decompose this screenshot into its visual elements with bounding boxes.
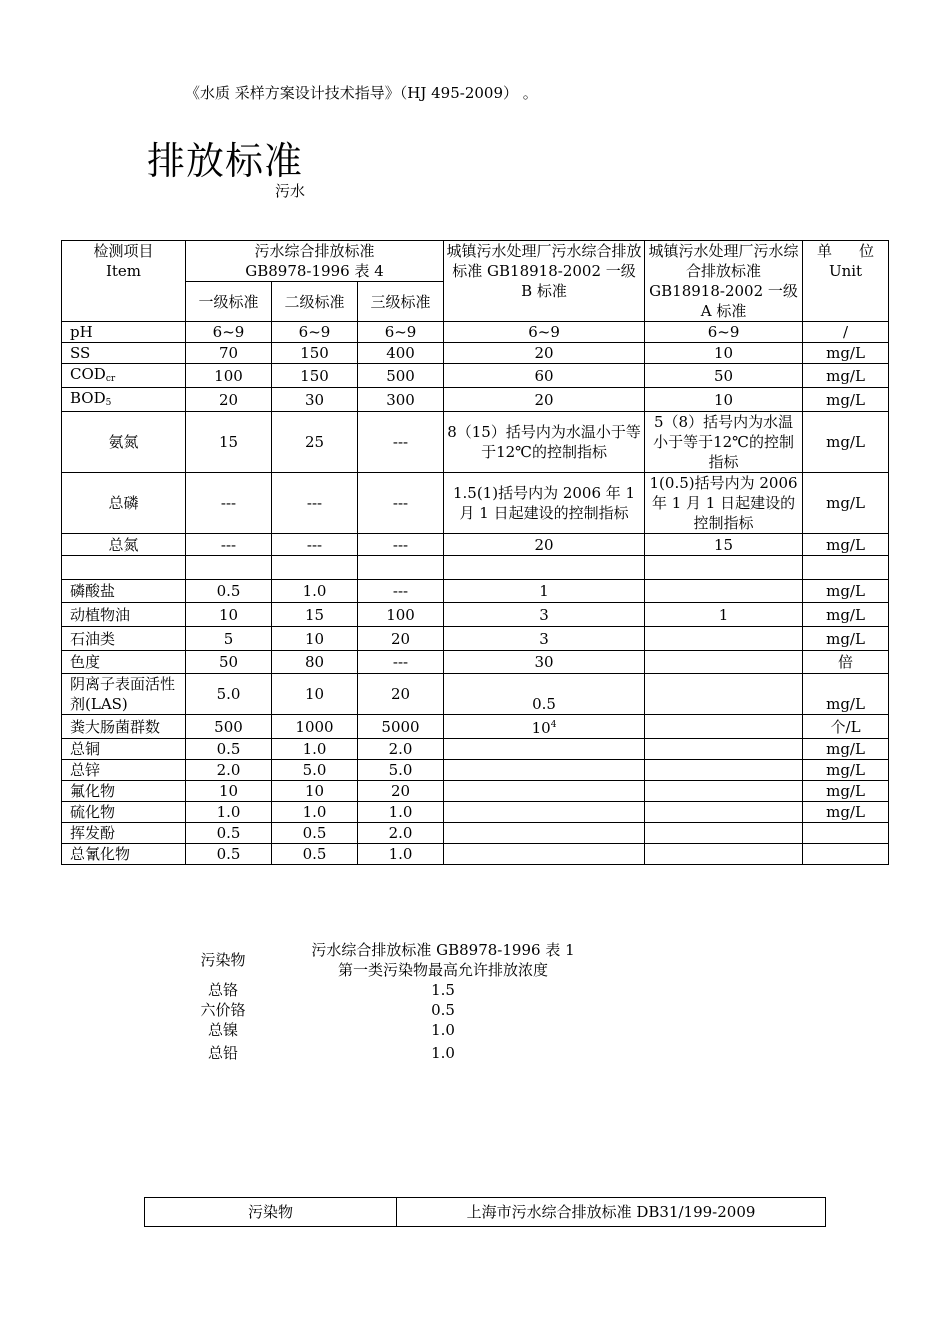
cell-g3: 2.0 — [358, 823, 444, 844]
class1-pollutants-table — [175, 940, 615, 1063]
cell-g2: 10 — [272, 627, 358, 651]
cell-g3: 20 — [358, 781, 444, 802]
table-row — [62, 412, 889, 473]
header-gb18918-a: 城镇污水处理厂污水综合排放标准 GB18918-2002 一级 A 标准 — [645, 241, 803, 322]
cell-a — [645, 781, 803, 802]
cell-unit: mg/L — [803, 343, 889, 364]
item-subscript: 5 — [105, 398, 112, 408]
cell-unit: mg/L — [803, 627, 889, 651]
cell-a — [645, 823, 803, 844]
cell-item — [62, 343, 186, 364]
cell-a — [645, 844, 803, 865]
cell-g3: --- — [358, 580, 444, 603]
cell-a: 50 — [645, 364, 803, 388]
cell-b — [444, 802, 645, 823]
cell-unit: 倍 — [803, 651, 889, 674]
item-label: 总氮 — [108, 535, 139, 554]
cell-g2: --- — [272, 473, 358, 534]
cell-unit: mg/L — [803, 473, 889, 534]
cell-g2: 15 — [272, 603, 358, 627]
header-gb8978-line1: 污水综合排放标准 — [254, 242, 375, 260]
cell-b: 3 — [444, 603, 645, 627]
cell-pollutant: 总铅 — [207, 1044, 238, 1062]
cell-g3: 6~9 — [358, 322, 444, 343]
cell-g3: --- — [358, 412, 444, 473]
cell-b: 60 — [444, 364, 645, 388]
header-gb18918-b: 城镇污水处理厂污水综合排放标准 GB18918-2002 一级 B 标准 — [444, 241, 645, 322]
item-label: BOD — [70, 389, 106, 407]
cell-a — [645, 739, 803, 760]
cell-g2: 10 — [272, 674, 358, 715]
cell-item — [62, 844, 186, 865]
cell-g1: 50 — [186, 651, 272, 674]
item-label: 粪大肠菌群数 — [70, 717, 161, 736]
cell-a: 15 — [645, 534, 803, 556]
cell-g1: 0.5 — [186, 580, 272, 603]
cell-item — [62, 674, 186, 715]
table-row — [62, 473, 889, 534]
cell-g1 — [186, 556, 272, 580]
cell-b: 20 — [444, 534, 645, 556]
cell-g2: 6~9 — [272, 322, 358, 343]
cell-g3: 500 — [358, 364, 444, 388]
cell-g2: 0.5 — [272, 844, 358, 865]
cell-b: 0.5 — [444, 674, 645, 715]
cell-unit: mg/L — [803, 674, 889, 715]
cell-g1: 5 — [186, 627, 272, 651]
cell-pollutant: 总铬 — [207, 981, 238, 999]
cell-item — [62, 322, 186, 343]
cell-g3: 1.0 — [358, 802, 444, 823]
table-row — [62, 781, 889, 802]
cell-a: 5（8）括号内为水温小于等于12℃的控制指标 — [645, 412, 803, 473]
cell-item — [62, 603, 186, 627]
shanghai-standard-table — [144, 1197, 826, 1227]
local-col1: 污染物 — [145, 1198, 397, 1227]
cell-g1: 15 — [186, 412, 272, 473]
cell-g3: --- — [358, 651, 444, 674]
cell-a — [645, 715, 803, 739]
item-label: 阴离子表面活性剂(LAS) — [70, 675, 176, 713]
cell-g1: 10 — [186, 603, 272, 627]
cell-b: 3 — [444, 627, 645, 651]
cell-item — [62, 823, 186, 844]
header-unit — [803, 241, 889, 322]
cell-a: 10 — [645, 388, 803, 412]
cell-unit: mg/L — [803, 388, 889, 412]
cell-g1: --- — [186, 473, 272, 534]
cell-g3: --- — [358, 473, 444, 534]
cell-item — [62, 627, 186, 651]
cell-b — [444, 760, 645, 781]
item-label: pH — [70, 323, 93, 341]
cell-b: 20 — [444, 388, 645, 412]
cell-g3: 5000 — [358, 715, 444, 739]
header-item-cn: 检测项目 — [93, 242, 154, 260]
item-label: 总氰化物 — [70, 845, 131, 863]
value-exponent: 4 — [550, 720, 557, 730]
table-row — [62, 844, 889, 865]
cell-g3: 300 — [358, 388, 444, 412]
cell-g3: 20 — [358, 627, 444, 651]
header-unit-cn-a: 单 — [817, 242, 833, 260]
cell-unit: mg/L — [803, 802, 889, 823]
cell-g3: 400 — [358, 343, 444, 364]
local-col2: 上海市污水综合排放标准 DB31/199-2009 — [397, 1198, 826, 1227]
class1-col2-header-line1: 污水综合排放标准 GB8978-1996 表 1 — [311, 941, 575, 959]
cell-g3 — [358, 556, 444, 580]
cell-item — [62, 473, 186, 534]
cell-g2: 1.0 — [272, 580, 358, 603]
table-row — [62, 343, 889, 364]
cell-item — [62, 388, 186, 412]
class1-col1-header: 污染物 — [200, 951, 246, 969]
cell-g3: 20 — [358, 674, 444, 715]
cell-b — [444, 781, 645, 802]
cell-a: 1 — [645, 603, 803, 627]
header-item — [62, 241, 186, 322]
reference-line: 《水质 采样方案设计技术指导》（HJ 495-2009） 。 — [185, 84, 538, 102]
cell-b — [444, 715, 645, 739]
header-grade3: 三级标准 — [358, 282, 444, 322]
item-label: 氟化物 — [70, 782, 116, 800]
cell-g2: 150 — [272, 343, 358, 364]
table-row — [62, 534, 889, 556]
cell-g1: 0.5 — [186, 823, 272, 844]
table-row — [62, 556, 889, 580]
cell-g1: 500 — [186, 715, 272, 739]
cell-g2: 0.5 — [272, 823, 358, 844]
item-label: COD — [70, 365, 106, 383]
cell-item — [62, 651, 186, 674]
cell-g2: 80 — [272, 651, 358, 674]
cell-item — [62, 715, 186, 739]
item-label: 总锌 — [70, 761, 101, 779]
table-row — [62, 322, 889, 343]
class1-col2-header — [271, 940, 615, 980]
header-unit-en: Unit — [828, 262, 863, 280]
sub-title: 污水 — [275, 182, 306, 200]
header-gb8978 — [186, 241, 444, 282]
cell-g3: 100 — [358, 603, 444, 627]
cell-value: 1.0 — [431, 1044, 455, 1062]
cell-g2: 25 — [272, 412, 358, 473]
cell-item — [62, 580, 186, 603]
header-grade1: 一级标准 — [186, 282, 272, 322]
cell-g2: 5.0 — [272, 760, 358, 781]
cell-pollutant: 六价铬 — [200, 1001, 246, 1019]
cell-a — [645, 556, 803, 580]
cell-g2: 10 — [272, 781, 358, 802]
cell-b: 1.5(1)括号内为 2006 年 1 月 1 日起建设的控制指标 — [444, 473, 645, 534]
table-row — [62, 388, 889, 412]
table-row — [175, 1020, 615, 1040]
cell-unit: 个/L — [803, 715, 889, 739]
cell-b: 8（15）括号内为水温小于等于12℃的控制指标 — [444, 412, 645, 473]
cell-unit: mg/L — [803, 781, 889, 802]
cell-b: 30 — [444, 651, 645, 674]
item-label: 总铜 — [70, 740, 101, 758]
table-row — [62, 364, 889, 388]
header-gb8978-line2: GB8978-1996 表 4 — [245, 262, 384, 280]
cell-value: 1.5 — [431, 981, 455, 999]
cell-b: 1 — [444, 580, 645, 603]
cell-a — [645, 760, 803, 781]
cell-pollutant: 总镍 — [207, 1021, 238, 1039]
table-row — [62, 739, 889, 760]
section-title: 排放标准 — [147, 139, 304, 183]
cell-item — [62, 364, 186, 388]
cell-g3: 5.0 — [358, 760, 444, 781]
cell-g2: 30 — [272, 388, 358, 412]
table-row — [175, 1040, 615, 1063]
cell-unit: mg/L — [803, 760, 889, 781]
cell-g1: 10 — [186, 781, 272, 802]
cell-g2: 1.0 — [272, 739, 358, 760]
cell-a: 6~9 — [645, 322, 803, 343]
cell-g3: --- — [358, 534, 444, 556]
table-row — [62, 580, 889, 603]
cell-a — [645, 674, 803, 715]
emission-standards-table — [61, 240, 889, 865]
table-row — [62, 651, 889, 674]
cell-g2: 1000 — [272, 715, 358, 739]
cell-unit — [803, 844, 889, 865]
item-label: 硫化物 — [70, 803, 116, 821]
item-label: 挥发酚 — [70, 824, 116, 842]
table-row — [62, 802, 889, 823]
cell-g3: 1.0 — [358, 844, 444, 865]
cell-unit: mg/L — [803, 534, 889, 556]
cell-a: 1(0.5)括号内为 2006 年 1 月 1 日起建设的控制指标 — [645, 473, 803, 534]
item-label: SS — [70, 344, 91, 362]
cell-g2: 150 — [272, 364, 358, 388]
cell-g1: 5.0 — [186, 674, 272, 715]
cell-item — [62, 802, 186, 823]
table-row — [62, 823, 889, 844]
cell-b: 20 — [444, 343, 645, 364]
cell-value: 1.0 — [431, 1021, 455, 1039]
header-unit-cn-b: 位 — [859, 242, 875, 260]
cell-g2 — [272, 556, 358, 580]
cell-unit: mg/L — [803, 580, 889, 603]
value-base: 10 — [531, 719, 551, 737]
header-grade2: 二级标准 — [272, 282, 358, 322]
table-row — [62, 760, 889, 781]
cell-g1: 100 — [186, 364, 272, 388]
table-row — [62, 674, 889, 715]
cell-unit: mg/L — [803, 603, 889, 627]
cell-b — [444, 556, 645, 580]
cell-item — [62, 739, 186, 760]
item-label: 总磷 — [108, 494, 139, 512]
cell-unit: mg/L — [803, 739, 889, 760]
item-label: 石油类 — [70, 629, 116, 648]
cell-g2: --- — [272, 534, 358, 556]
cell-g1: 20 — [186, 388, 272, 412]
cell-g1: 1.0 — [186, 802, 272, 823]
item-label: 磷酸盐 — [70, 582, 116, 600]
item-label: 氨氮 — [108, 433, 139, 451]
cell-item — [62, 760, 186, 781]
cell-g1: 0.5 — [186, 844, 272, 865]
cell-a — [645, 651, 803, 674]
item-subscript: cr — [105, 374, 116, 384]
cell-g3: 2.0 — [358, 739, 444, 760]
cell-value: 0.5 — [431, 1001, 455, 1019]
cell-b — [444, 739, 645, 760]
cell-g1: 0.5 — [186, 739, 272, 760]
table-row — [175, 980, 615, 1000]
cell-g2: 1.0 — [272, 802, 358, 823]
cell-g1: --- — [186, 534, 272, 556]
cell-item — [62, 556, 186, 580]
item-label: 动植物油 — [70, 605, 131, 624]
table-row — [62, 603, 889, 627]
table-row — [175, 1000, 615, 1020]
cell-unit: mg/L — [803, 364, 889, 388]
cell-item — [62, 781, 186, 802]
header-item-en: Item — [105, 262, 142, 280]
cell-b: 6~9 — [444, 322, 645, 343]
item-label: 色度 — [70, 653, 101, 671]
cell-unit — [803, 823, 889, 844]
cell-unit — [803, 556, 889, 580]
cell-a — [645, 802, 803, 823]
cell-g1: 2.0 — [186, 760, 272, 781]
cell-unit: / — [803, 322, 889, 343]
cell-g1: 6~9 — [186, 322, 272, 343]
cell-a: 10 — [645, 343, 803, 364]
cell-b — [444, 844, 645, 865]
cell-a — [645, 627, 803, 651]
cell-g1: 70 — [186, 343, 272, 364]
table-row — [62, 715, 889, 739]
cell-b — [444, 823, 645, 844]
cell-item — [62, 412, 186, 473]
cell-unit: mg/L — [803, 412, 889, 473]
table-row — [62, 627, 889, 651]
cell-item — [62, 534, 186, 556]
cell-a — [645, 580, 803, 603]
class1-col2-header-line2: 第一类污染物最高允许排放浓度 — [337, 961, 548, 979]
